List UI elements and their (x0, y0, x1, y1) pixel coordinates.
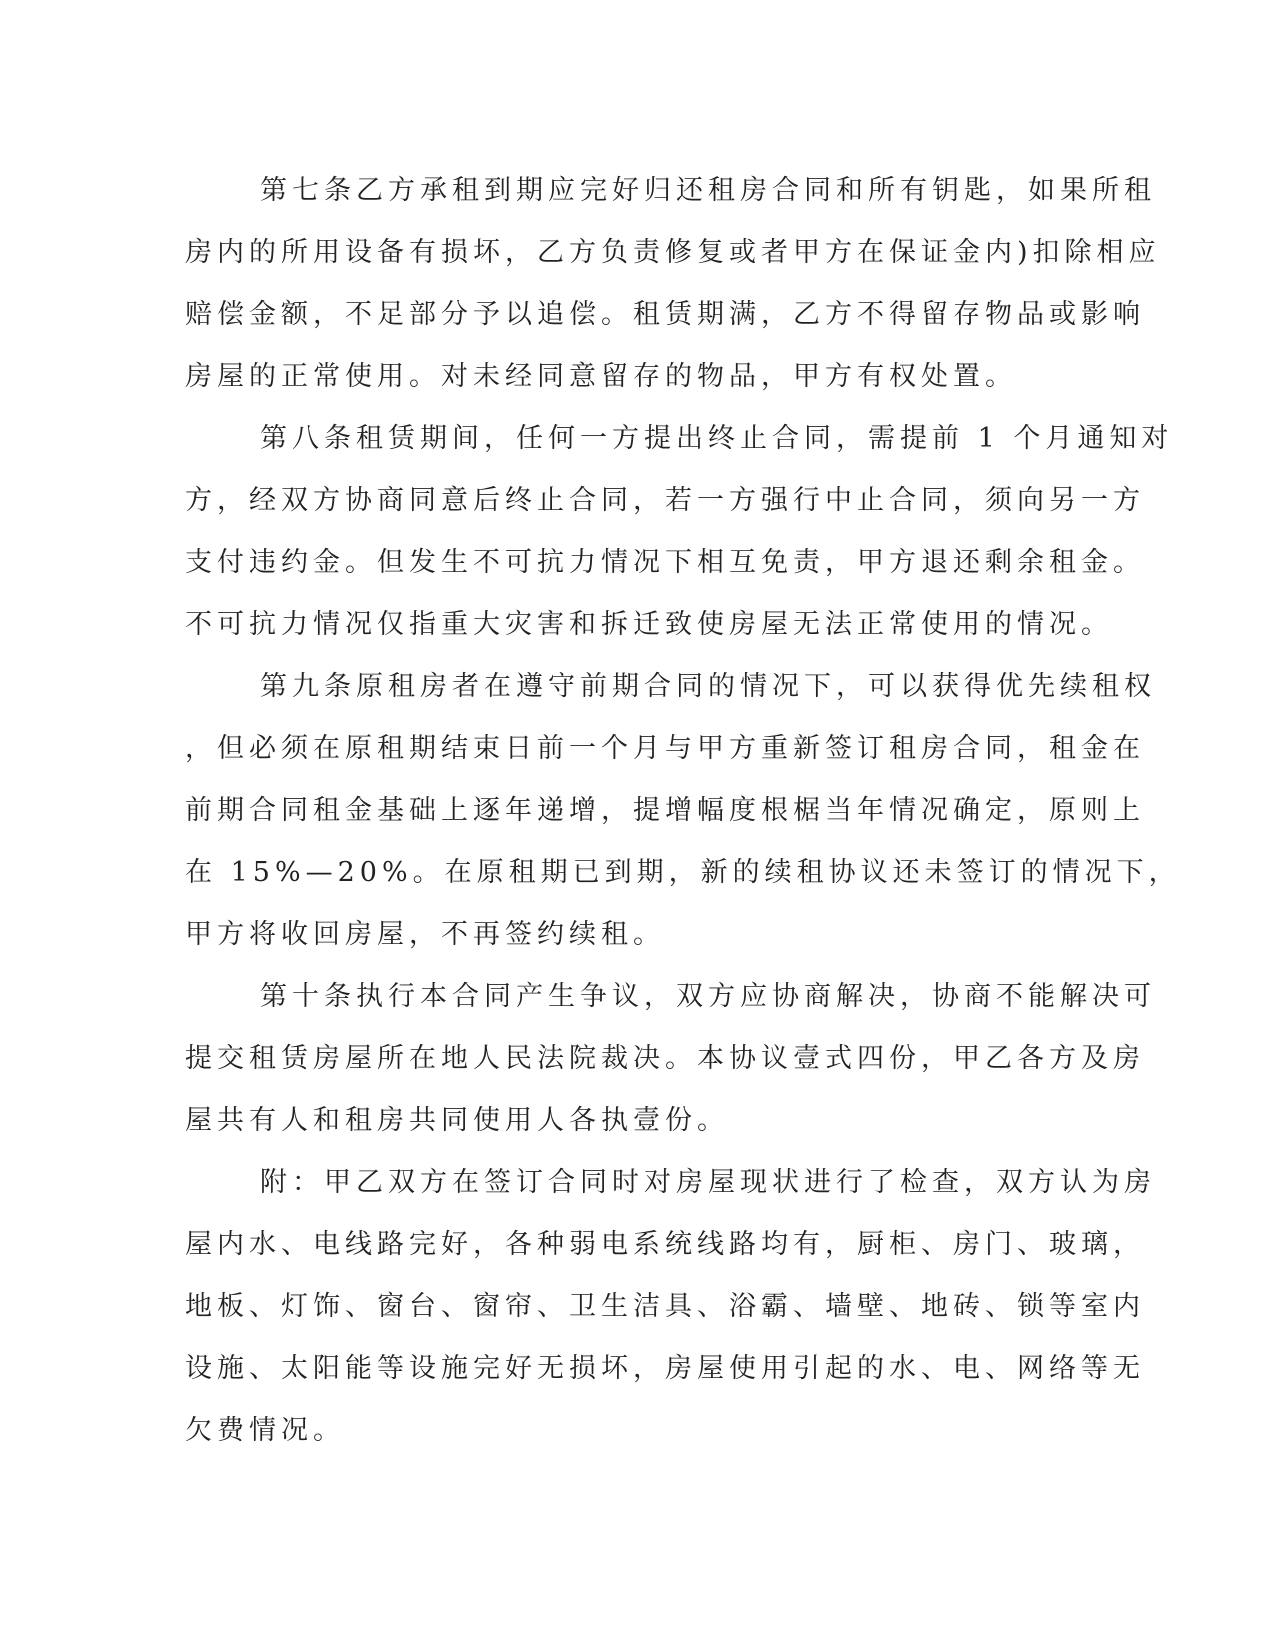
text-line: 房内的所用设备有损坏，乙方负责修复或者甲方在保证金内)扣除相应 (185, 237, 1161, 268)
text-line: 第七条乙方承租到期应完好归还租房合同和所有钥匙，如果所租 (260, 175, 1156, 206)
text-line: 欠费情况。 (185, 1415, 345, 1446)
text-line: 第十条执行本合同产生争议，双方应协商解决，协商不能解决可 (260, 981, 1156, 1012)
document-body (185, 160, 1181, 1462)
text-line: 房屋的正常使用。对未经同意留存的物品，甲方有权处置。 (185, 361, 1017, 392)
text-line: 附：甲乙双方在签订合同时对房屋现状进行了检查，双方认为房 (260, 1167, 1156, 1198)
paragraph-article-10 (185, 966, 1156, 1152)
text-line: 不可抗力情况仅指重大灾害和拆迁致使房屋无法正常使用的情况。 (185, 609, 1113, 640)
text-line: 方，经双方协商同意后终止合同，若一方强行中止合同，须向另一方 (185, 485, 1145, 516)
text-line: 甲方将收回房屋，不再签约续租。 (185, 919, 665, 950)
text-line: 屋内水、电线路完好，各种弱电系统线路均有，厨柜、房门、玻璃， (185, 1229, 1145, 1260)
text-line: 设施、太阳能等设施完好无损坏，房屋使用引起的水、电、网络等无 (185, 1353, 1145, 1384)
text-line: 在 15%—20%。在原租期已到期，新的续租协议还未签订的情况下， (185, 857, 1181, 888)
text-line: 前期合同租金基础上逐年递增，提增幅度根椐当年情况确定，原则上 (185, 795, 1145, 826)
text-line: 地板、灯饰、窗台、窗帘、卫生洁具、浴霸、墙壁、地砖、锁等室内 (185, 1291, 1145, 1322)
text-line: 支付违约金。但发生不可抗力情况下相互免责，甲方退还剩余租金。 (185, 547, 1145, 578)
paragraph-article-7 (185, 160, 1161, 408)
text-line: 屋共有人和租房共同使用人各执壹份。 (185, 1105, 729, 1136)
text-line: 第九条原租房者在遵守前期合同的情况下，可以获得优先续租权 (260, 671, 1156, 702)
text-line: 提交租赁房屋所在地人民法院裁决。本协议壹式四份，甲乙各方及房 (185, 1043, 1145, 1074)
paragraph-article-9 (185, 656, 1181, 966)
paragraph-article-8 (185, 408, 1174, 656)
text-line: 赔偿金额，不足部分予以追偿。租赁期满，乙方不得留存物品或影响 (185, 299, 1145, 330)
text-line: ，但必须在原租期结束日前一个月与甲方重新签订租房合同，租金在 (185, 733, 1145, 764)
text-line: 第八条租赁期间，任何一方提出终止合同，需提前 1 个月通知对 (260, 423, 1174, 454)
paragraph-appendix (185, 1152, 1156, 1462)
